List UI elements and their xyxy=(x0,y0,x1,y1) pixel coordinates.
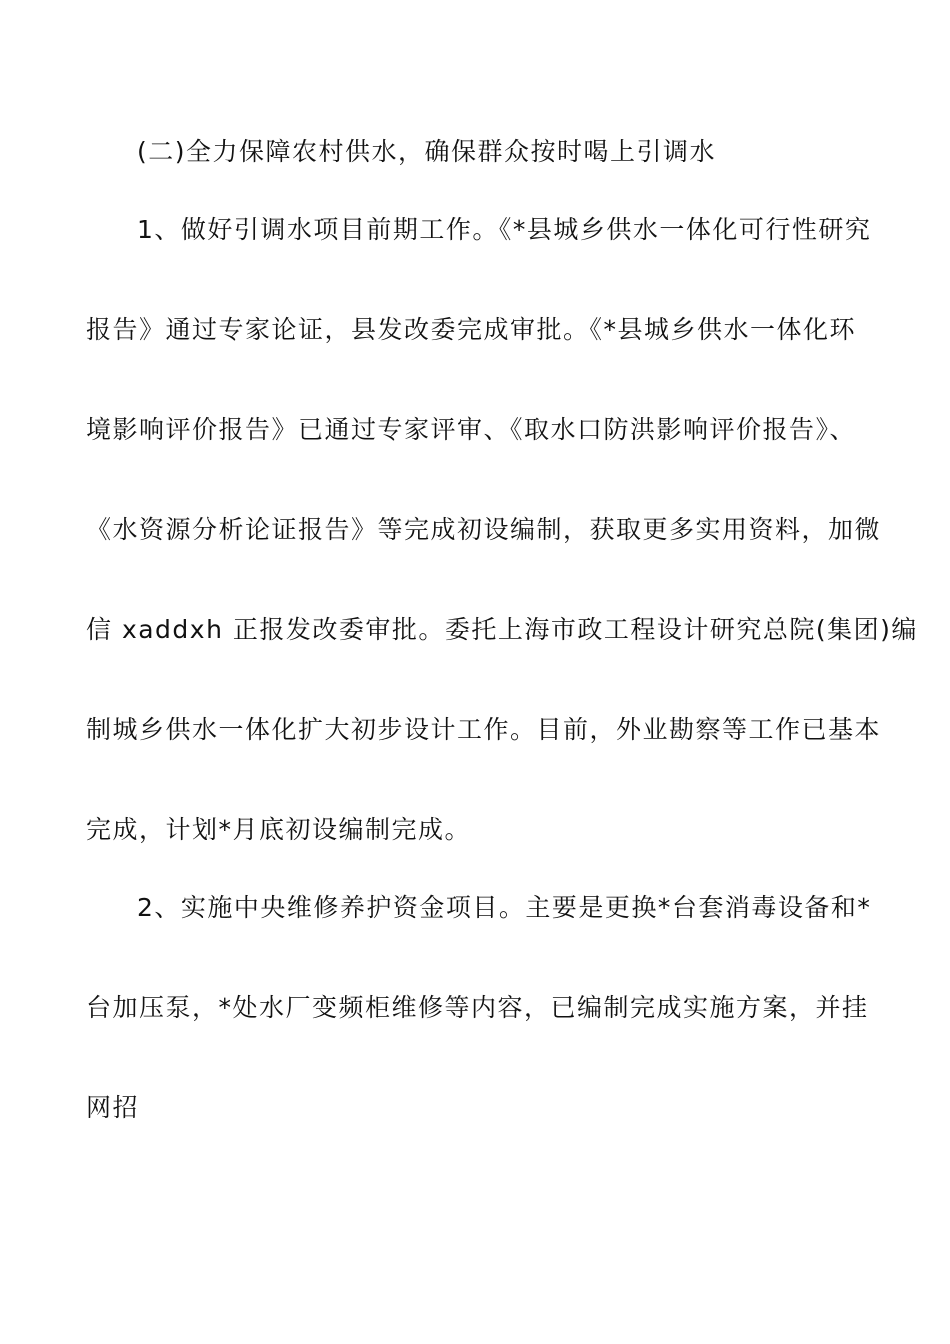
paragraph-line: 报告》通过专家论证，县发改委完成审批。《*县城乡供水一体化环 xyxy=(86,315,857,344)
paragraph-line: 完成，计划*月底初设编制完成。 xyxy=(86,815,472,844)
paragraph-line: 制城乡供水一体化扩大初步设计工作。目前，外业勘察等工作已基本 xyxy=(86,715,882,744)
paragraph-line: 境影响评价报告》已通过专家评审、《取水口防洪影响评价报告》、 xyxy=(86,415,857,444)
paragraph-line: 台加压泵，*处水厂变频柜维修等内容，已编制完成实施方案，并挂 xyxy=(86,993,869,1022)
paragraph-line: 网招 xyxy=(86,1093,140,1122)
paragraph-line: 信 xaddxh 正报发改委审批。委托上海市政工程设计研究总院(集团)编 xyxy=(86,615,918,644)
paragraph-line: 1、做好引调水项目前期工作。《*县城乡供水一体化可行性研究 xyxy=(137,215,872,244)
section-heading: (二)全力保障农村供水，确保群众按时喝上引调水 xyxy=(137,137,717,166)
paragraph-line: 《水资源分析论证报告》等完成初设编制，获取更多实用资料，加微 xyxy=(86,515,882,544)
paragraph-line: 2、实施中央维修养护资金项目。主要是更换*台套消毒设备和* xyxy=(137,893,872,922)
